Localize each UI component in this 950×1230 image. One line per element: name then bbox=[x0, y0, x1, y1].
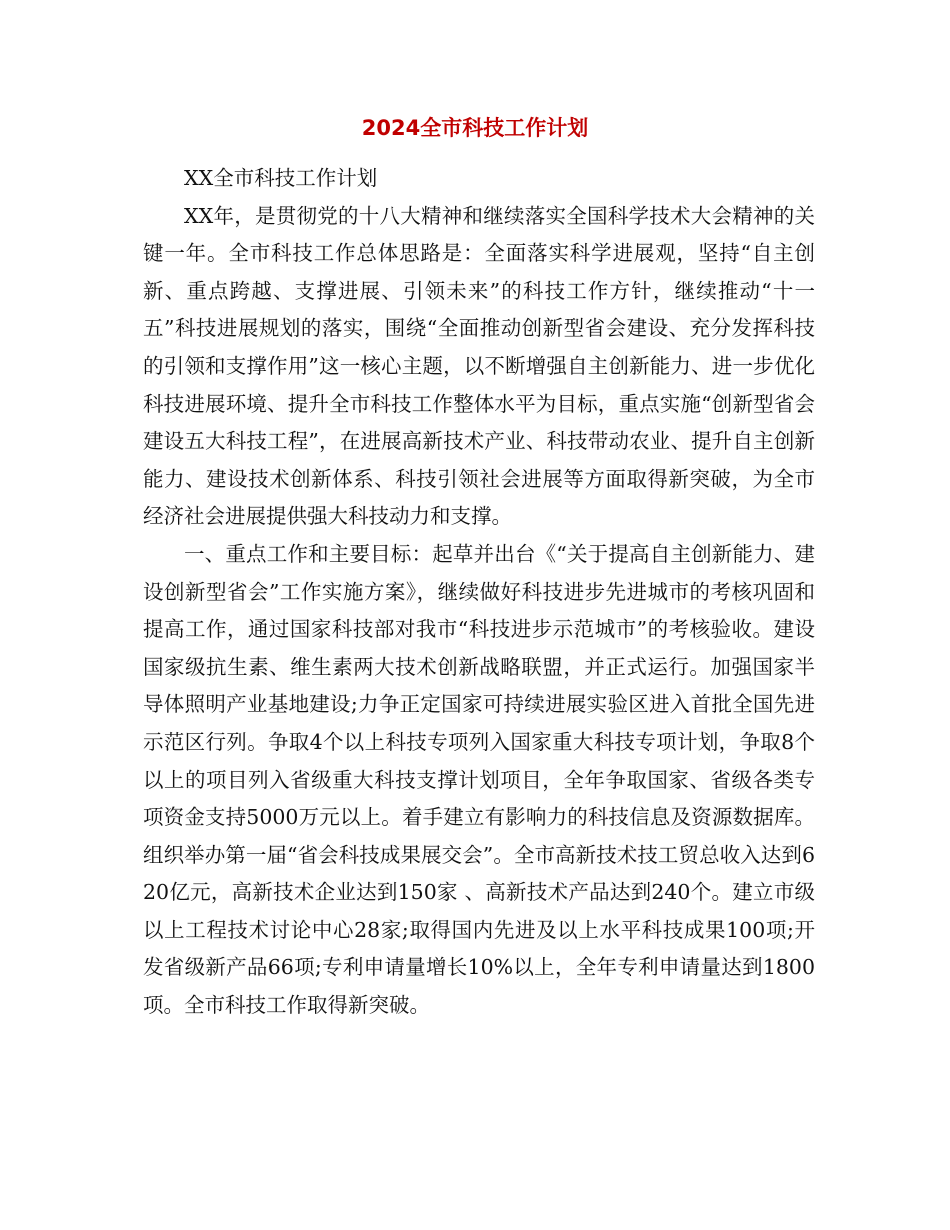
paragraph-intro: XX年，是贯彻党的十八大精神和继续落实全国科学技术大会精神的关键一年。全市科技工作总体思路是：全面落实科学进展观，坚持“自主创新、重点跨越、支撑进展、引领未来”的科技工作方针，继续推动“十一五”科技进展规划的落实，围绕“全面推动创新型省会建设、充分发挥科技的引领和支撑作用”这一核心主题，以不断增强自主创新能力、进一步优化科技进展环境、提升全市科技工作整体水平为目标，重点实施“创新型省会建设五大科技工程”，在进展高新技术产业、科技带动农业、提升自主创新能力、建设技术创新体系、科技引领社会进展等方面取得新突破，为全市经济社会进展提供强大科技动力和支撑。 bbox=[143, 203, 815, 529]
paragraph-key-goals: 一、重点工作和主要目标：起草并出台《“关于提高自主创新能力、建设创新型省会”工作实施方案》，继续做好科技进步先进城市的考核巩固和提高工作，通过国家科技部对我市“科技进步示范城市”的考核验收。建设国家级抗生素、维生素两大技术创新战略联盟，并正式运行。加强国家半导体照明产业基地建设;力争正定国家可持续进展实验区进入首批全国先进示范区行列。争取4个以上科技专项列入国家重大科技专项计划，争取8个以上的项目列入省级重大科技支撑计划项目，全年争取国家、省级各类专项资金支持5000万元以上。着手建立有影响力的科技信息及资源数据库。组织举办第一届“省会科技成果展交会”。全市高新技术技工贸总收入达到620亿元，高新技术企业达到150家 、高新技术产品达到240个。建立市级以上工程技术讨论中心28家;取得国内先进及以上水平科技成果100项;开发省级新产品66项;专利申请量增长10%以上，全年专利申请量达到1800项。全市科技工作取得新突破。 bbox=[143, 541, 815, 1018]
document-title: 2024全市科技工作计划 bbox=[361, 116, 589, 140]
document-body bbox=[143, 160, 815, 1025]
paragraph-subtitle: XX全市科技工作计划 bbox=[184, 166, 378, 190]
